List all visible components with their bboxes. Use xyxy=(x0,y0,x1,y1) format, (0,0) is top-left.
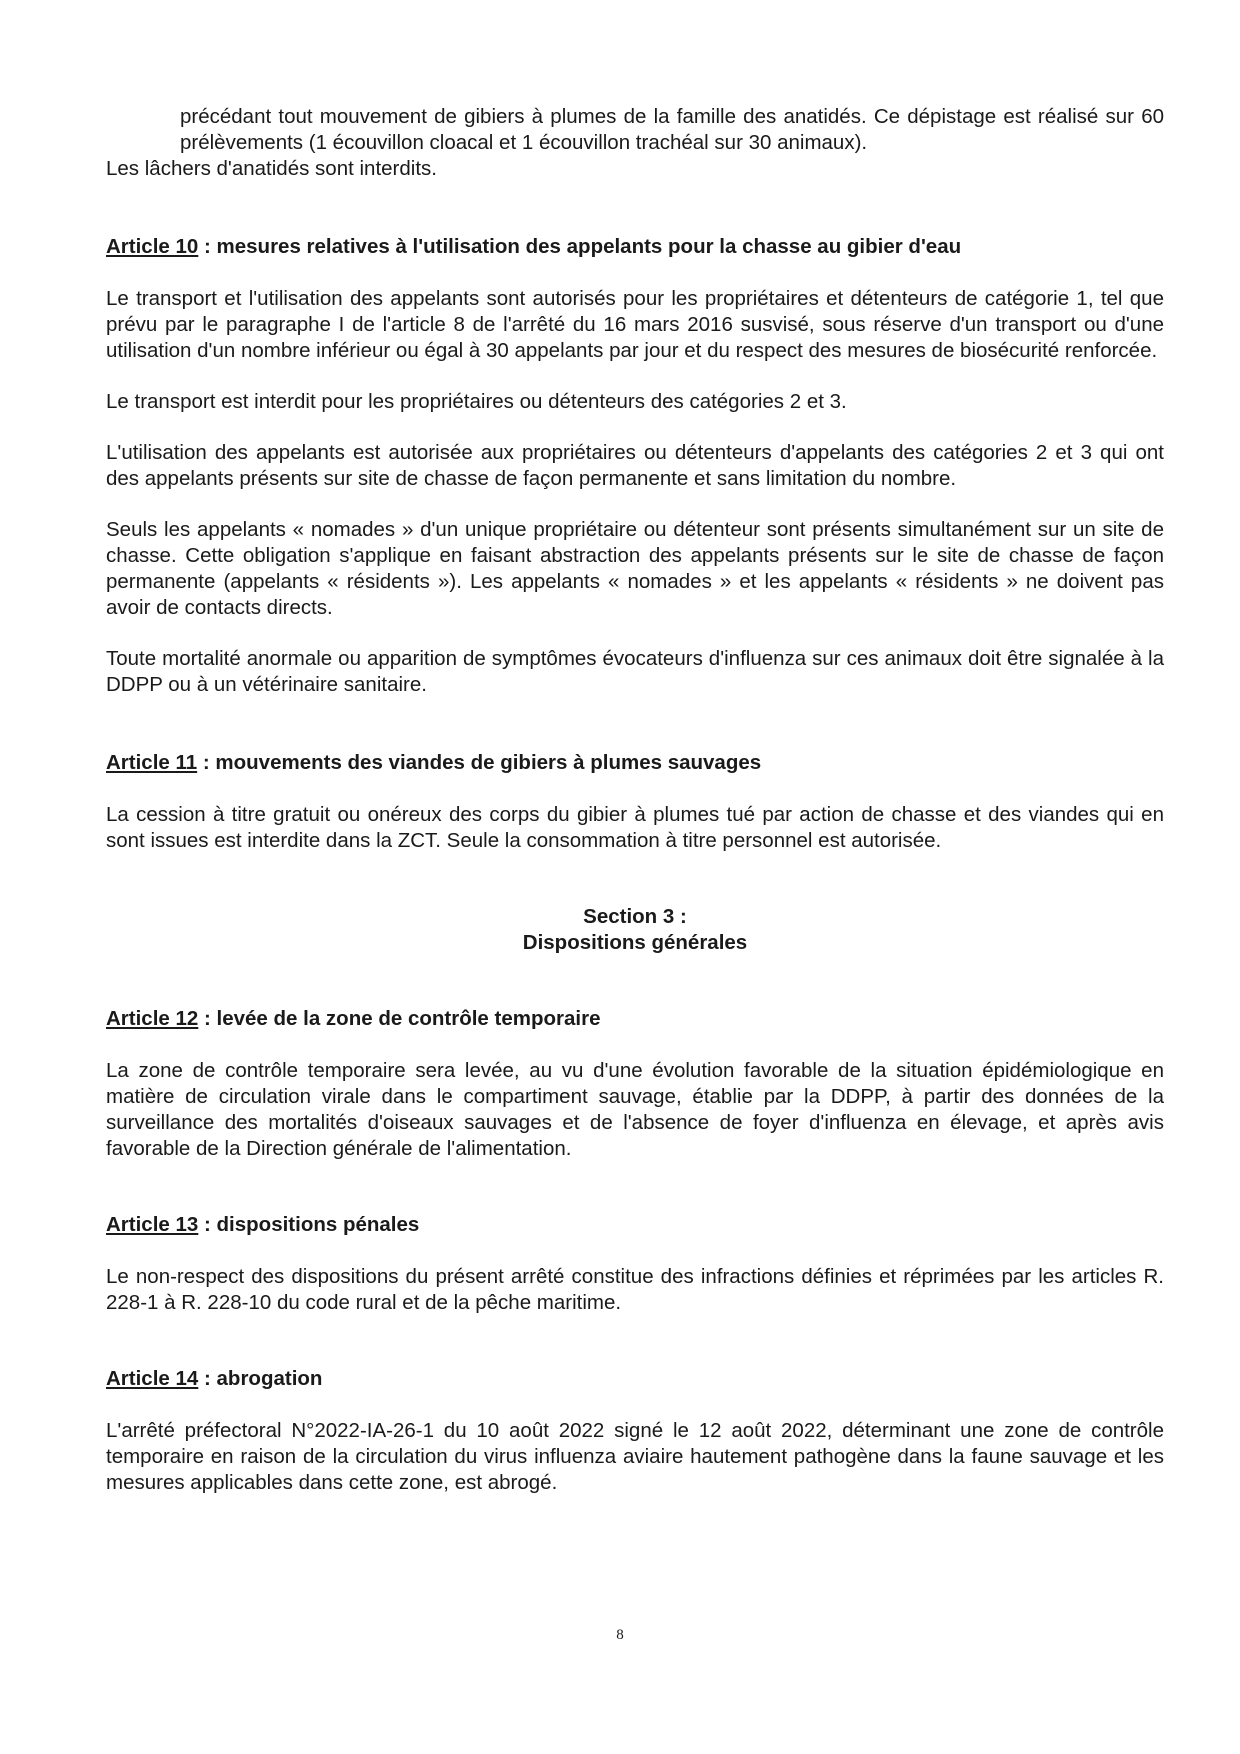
section-3-title: Dispositions générales xyxy=(522,931,748,954)
article-13-label: Article 13 xyxy=(106,1213,199,1236)
article-11-heading xyxy=(106,750,1164,776)
article-10-paragraph-3: L'utilisation des appelants est autorisée aux propriétaires ou détenteurs d'appelants des catégories 2 et 3 qui ont des appelants présents sur site de chasse de façon permanente et sans limitation du nombre. xyxy=(106,441,1164,490)
article-14-label: Article 14 xyxy=(106,1367,199,1390)
article-10-label: Article 10 xyxy=(106,235,199,258)
article-13-heading xyxy=(106,1212,1164,1238)
article-11-paragraph-1: La cession à titre gratuit ou onéreux des corps du gibier à plumes tué par action de chasse et des viandes qui en sont issues est interdite dans la ZCT. Seule la consommation à titre personnel est autorisée. xyxy=(106,803,1164,852)
article-12-heading xyxy=(106,1006,1164,1032)
article-10-paragraph-4: Seuls les appelants « nomades » d'un unique propriétaire ou détenteur sont présents simultanément sur un site de chasse. Cette obligation s'applique en faisant abstraction des appelants présents sur le site de chasse de façon permanente (appelants « résidents »). Les appelants « nomades » et les appelants « résidents » ne doivent pas avoir de contacts directs. xyxy=(106,518,1164,619)
article-12-title: : levée de la zone de contrôle temporaire xyxy=(198,1007,601,1030)
article-10-paragraph-2: Le transport est interdit pour les propriétaires ou détenteurs des catégories 2 et 3. xyxy=(106,390,847,413)
article-11-title: : mouvements des viandes de gibiers à plumes sauvages xyxy=(197,751,762,774)
section-3-number: Section 3 : xyxy=(583,905,687,928)
article-10-title: : mesures relatives à l'utilisation des appelants pour la chasse au gibier d'eau xyxy=(198,235,962,258)
article-10-heading xyxy=(106,234,1164,260)
intro-paragraph: précédant tout mouvement de gibiers à plumes de la famille des anatidés. Ce dépistage est réalisé sur 60 prélèvements (1 écouvillon cloacal et 1 écouvillon trachéal sur 30 animaux). xyxy=(180,105,1164,154)
intro-closing-line: Les lâchers d'anatidés sont interdits. xyxy=(106,157,437,180)
article-10-paragraph-1: Le transport et l'utilisation des appelants sont autorisés pour les propriétaires et détenteurs de catégorie 1, tel que prévu par le paragraphe I de l'article 8 de l'arrêté du 16 mars 2016 susvisé, sous réserve d'un transport ou d'une utilisation d'un nombre inférieur ou égal à 30 appelants par jour et du respect des mesures de biosécurité renforcée. xyxy=(106,287,1164,362)
article-10-paragraph-5: Toute mortalité anormale ou apparition de symptômes évocateurs d'influenza sur ces animaux doit être signalée à la DDPP ou à un vétérinaire sanitaire. xyxy=(106,647,1164,696)
article-14-title: : abrogation xyxy=(198,1367,323,1390)
article-12-label: Article 12 xyxy=(106,1007,199,1030)
article-13-paragraph-1: Le non-respect des dispositions du présent arrêté constitue des infractions définies et réprimées par les articles R. 228-1 à R. 228-10 du code rural et de la pêche maritime. xyxy=(106,1265,1164,1314)
article-12-paragraph-1: La zone de contrôle temporaire sera levée, au vu d'une évolution favorable de la situation épidémiologique en matière de circulation virale dans le compartiment sauvage, établie par la DDPP, à partir des données de la surveillance des mortalités d'oiseaux sauvages et de l'absence de foyer d'influenza en élevage, et après avis favorable de la Direction générale de l'alimentation. xyxy=(106,1059,1164,1160)
article-14-heading xyxy=(106,1366,1164,1392)
article-14-paragraph-1: L'arrêté préfectoral N°2022-IA-26-1 du 10 août 2022 signé le 12 août 2022, déterminant une zone de contrôle temporaire en raison de la circulation du virus influenza aviaire hautement pathogène dans la faune sauvage et les mesures applicables dans cette zone, est abrogé. xyxy=(106,1419,1164,1494)
document-page xyxy=(106,104,1164,1496)
article-13-title: : dispositions pénales xyxy=(198,1213,420,1236)
page-number: 8 xyxy=(616,1627,624,1643)
article-11-label: Article 11 xyxy=(106,751,198,774)
